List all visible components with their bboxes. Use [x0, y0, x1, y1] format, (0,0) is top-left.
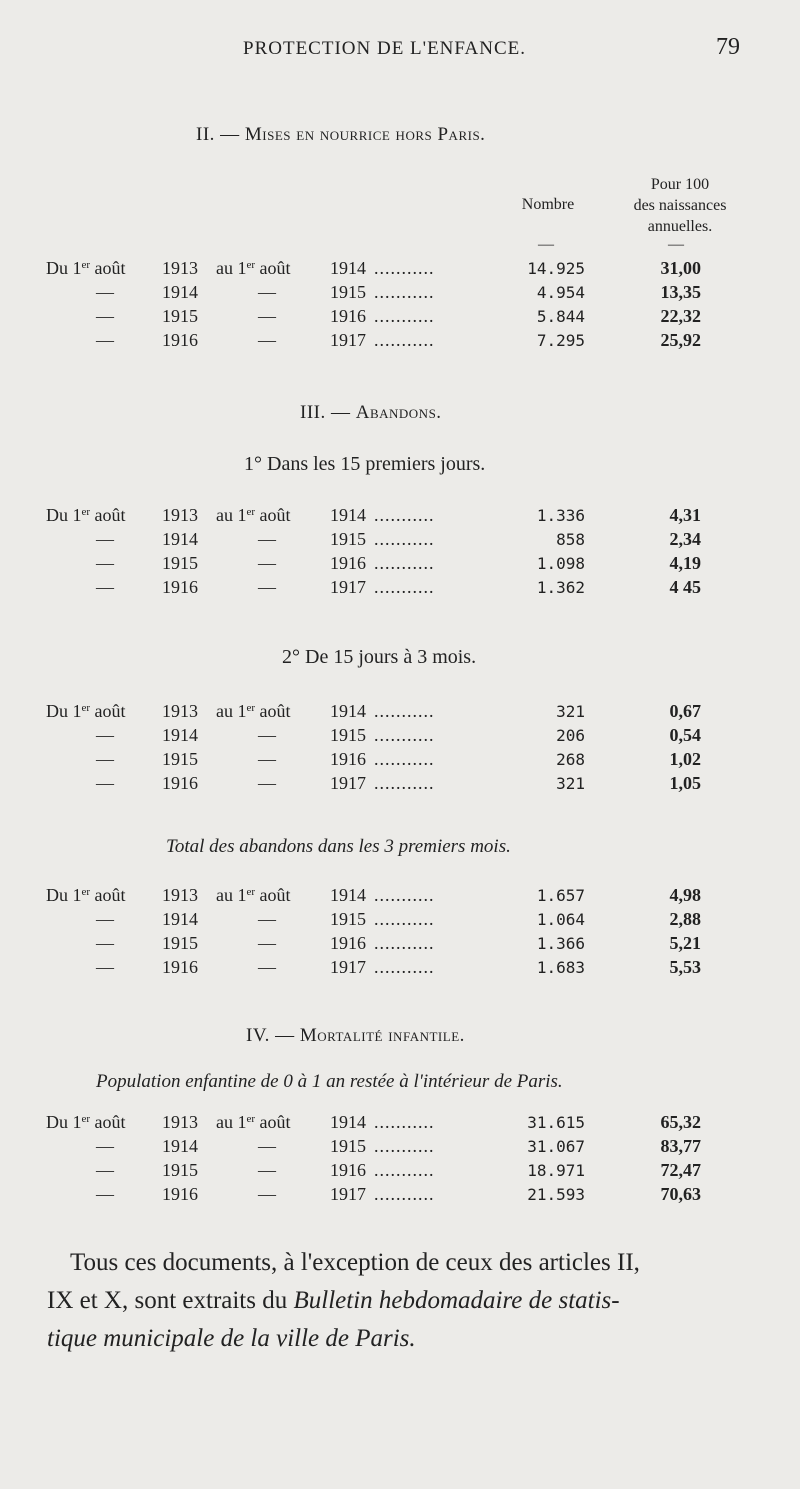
closing-line-3: tique municipale de la ville de Paris.: [47, 1325, 416, 1352]
row-dash: —: [96, 749, 114, 769]
row-year-start: 1916: [162, 330, 198, 350]
row-leader-dots: ...........: [374, 553, 435, 573]
row-year-end: 1915: [330, 282, 366, 302]
row-nombre: 21.593: [527, 1185, 585, 1204]
row-leader-dots: ...........: [374, 306, 435, 326]
row-nombre: 1.336: [536, 506, 585, 525]
row-year-end: 1914: [330, 258, 366, 278]
row-label-au: au 1er août: [216, 701, 291, 721]
row-nombre: 858: [556, 530, 585, 549]
closing-line-2: IX et X, sont extraits du Bulletin hebdomadaire de statis-: [47, 1287, 620, 1314]
column-header-nombre: Nombre: [521, 196, 575, 213]
row-pourcentage: 1,02: [669, 749, 701, 769]
row-pourcentage: 2,88: [669, 909, 701, 929]
row-leader-dots: ...........: [374, 909, 435, 929]
column-dash-pct: ―: [668, 236, 684, 253]
row-nombre: 14.925: [527, 259, 585, 278]
row-dash: —: [258, 1136, 276, 1156]
row-pourcentage: 0,54: [669, 725, 701, 745]
row-leader-dots: ...........: [374, 1184, 435, 1204]
row-dash: —: [96, 282, 114, 302]
table-row: [0, 701, 800, 725]
subsection-population-enfantine: Population enfantine de 0 à 1 an restée à l'intérieur de Paris.: [96, 1071, 563, 1092]
row-nombre: 268: [556, 750, 585, 769]
row-dash: —: [258, 773, 276, 793]
row-year-end: 1917: [330, 330, 366, 350]
row-leader-dots: ...........: [374, 505, 435, 525]
table-row: [0, 773, 800, 797]
row-year-start: 1913: [162, 701, 198, 721]
row-dash: —: [96, 1160, 114, 1180]
superscript-er: er: [246, 506, 256, 518]
row-dash: —: [258, 1160, 276, 1180]
table-row: [0, 330, 800, 354]
row-dash: —: [258, 282, 276, 302]
row-year-end: 1916: [330, 306, 366, 326]
superscript-er: er: [81, 1113, 91, 1125]
row-year-end: 1915: [330, 529, 366, 549]
table-row: [0, 306, 800, 330]
table-row: [0, 1184, 800, 1208]
row-year-end: 1916: [330, 553, 366, 573]
row-nombre: 1.657: [536, 886, 585, 905]
row-dash: —: [258, 529, 276, 549]
superscript-er: er: [81, 259, 91, 271]
row-year-end: 1914: [330, 701, 366, 721]
row-label-du: Du 1er août: [46, 701, 126, 721]
superscript-er: er: [81, 886, 91, 898]
row-pourcentage: 70,63: [660, 1184, 701, 1204]
row-label-du: Du 1er août: [46, 505, 126, 525]
row-label-du: Du 1er août: [46, 258, 126, 278]
row-dash: —: [96, 933, 114, 953]
row-dash: —: [96, 577, 114, 597]
superscript-er: er: [246, 702, 256, 714]
row-dash: —: [96, 957, 114, 977]
row-pourcentage: 0,67: [669, 701, 701, 721]
row-nombre: 1.064: [536, 910, 585, 929]
row-pourcentage: 4,19: [669, 553, 701, 573]
row-leader-dots: ...........: [374, 701, 435, 721]
table-row: [0, 505, 800, 529]
row-year-end: 1916: [330, 1160, 366, 1180]
table-row: [0, 1160, 800, 1184]
row-nombre: 321: [556, 702, 585, 721]
row-leader-dots: ...........: [374, 258, 435, 278]
table-row: [0, 258, 800, 282]
row-pourcentage: 5,53: [669, 957, 701, 977]
row-label-au: au 1er août: [216, 885, 291, 905]
row-year-start: 1914: [162, 725, 198, 745]
row-dash: —: [258, 577, 276, 597]
row-dash: —: [96, 529, 114, 549]
row-dash: —: [96, 553, 114, 573]
closing-line-1: Tous ces documents, à l'exception de ceux des articles II,: [70, 1249, 640, 1276]
row-pourcentage: 5,21: [669, 933, 701, 953]
row-dash: —: [258, 957, 276, 977]
row-dash: —: [96, 909, 114, 929]
section-ii-title: II. — Mises en nourrice hors Paris.: [196, 124, 486, 145]
row-year-start: 1915: [162, 1160, 198, 1180]
row-nombre: 7.295: [536, 331, 585, 350]
row-year-end: 1915: [330, 725, 366, 745]
row-dash: —: [96, 1136, 114, 1156]
row-nombre: 1.098: [536, 554, 585, 573]
row-year-start: 1914: [162, 282, 198, 302]
row-leader-dots: ...........: [374, 749, 435, 769]
row-dash: —: [258, 749, 276, 769]
row-dash: —: [258, 330, 276, 350]
row-dash: —: [258, 909, 276, 929]
row-leader-dots: ...........: [374, 725, 435, 745]
row-pourcentage: 31,00: [660, 258, 701, 278]
row-dash: —: [258, 725, 276, 745]
row-pourcentage: 22,32: [660, 306, 701, 326]
row-year-end: 1914: [330, 1112, 366, 1132]
row-leader-dots: ...........: [374, 1112, 435, 1132]
subsection-15-premiers-jours: 1° Dans les 15 premiers jours.: [244, 453, 486, 475]
row-year-end: 1915: [330, 1136, 366, 1156]
row-year-start: 1915: [162, 933, 198, 953]
row-nombre: 321: [556, 774, 585, 793]
row-label-du: Du 1er août: [46, 885, 126, 905]
row-leader-dots: ...........: [374, 957, 435, 977]
row-dash: —: [258, 933, 276, 953]
section-iii-title: III. — Abandons.: [300, 402, 442, 423]
row-dash: —: [258, 306, 276, 326]
row-year-start: 1914: [162, 909, 198, 929]
row-pourcentage: 4 45: [669, 577, 701, 597]
table-row: [0, 749, 800, 773]
row-pourcentage: 25,92: [660, 330, 701, 350]
row-label-au: au 1er août: [216, 505, 291, 525]
table-row: [0, 529, 800, 553]
row-year-start: 1916: [162, 957, 198, 977]
row-year-start: 1915: [162, 553, 198, 573]
row-year-end: 1914: [330, 885, 366, 905]
row-pourcentage: 72,47: [660, 1160, 701, 1180]
column-header-pourcentage: Pour 100 des naissances annuelles.: [633, 176, 727, 235]
row-label-au: au 1er août: [216, 1112, 291, 1132]
row-pourcentage: 4,98: [669, 885, 701, 905]
row-year-end: 1916: [330, 749, 366, 769]
row-pourcentage: 4,31: [669, 505, 701, 525]
row-nombre: 1.366: [536, 934, 585, 953]
row-nombre: 31.067: [527, 1137, 585, 1156]
table-row: [0, 1136, 800, 1160]
row-year-end: 1915: [330, 909, 366, 929]
row-year-end: 1917: [330, 773, 366, 793]
row-nombre: 1.362: [536, 578, 585, 597]
subsection-total-abandons: Total des abandons dans les 3 premiers mois.: [166, 836, 511, 857]
row-year-start: 1916: [162, 773, 198, 793]
row-dash: —: [258, 1184, 276, 1204]
table-row: [0, 282, 800, 306]
row-year-start: 1915: [162, 306, 198, 326]
row-year-end: 1916: [330, 933, 366, 953]
row-leader-dots: ...........: [374, 933, 435, 953]
row-leader-dots: ...........: [374, 330, 435, 350]
superscript-er: er: [246, 886, 256, 898]
row-year-start: 1916: [162, 1184, 198, 1204]
subsection-15-jours-3-mois: 2° De 15 jours à 3 mois.: [282, 646, 477, 668]
row-nombre: 1.683: [536, 958, 585, 977]
row-leader-dots: ...........: [374, 529, 435, 549]
column-dash-nombre: —: [538, 236, 554, 253]
row-nombre: 4.954: [536, 283, 585, 302]
superscript-er: er: [246, 259, 256, 271]
row-leader-dots: ...........: [374, 1160, 435, 1180]
row-label-au: au 1er août: [216, 258, 291, 278]
row-dash: —: [96, 330, 114, 350]
row-nombre: 18.971: [527, 1161, 585, 1180]
row-leader-dots: ...........: [374, 773, 435, 793]
row-year-start: 1913: [162, 885, 198, 905]
row-dash: —: [96, 306, 114, 326]
row-nombre: 31.615: [527, 1113, 585, 1132]
row-dash: —: [96, 725, 114, 745]
row-year-start: 1916: [162, 577, 198, 597]
row-nombre: 206: [556, 726, 585, 745]
row-year-start: 1914: [162, 1136, 198, 1156]
row-dash: —: [96, 773, 114, 793]
table-row: [0, 909, 800, 933]
row-leader-dots: ...........: [374, 885, 435, 905]
row-year-start: 1913: [162, 505, 198, 525]
row-dash: —: [96, 1184, 114, 1204]
row-year-start: 1915: [162, 749, 198, 769]
section-iv-title: IV. — Mortalité infantile.: [246, 1025, 465, 1046]
superscript-er: er: [81, 506, 91, 518]
row-label-du: Du 1er août: [46, 1112, 126, 1132]
row-year-start: 1913: [162, 1112, 198, 1132]
row-pourcentage: 13,35: [660, 282, 701, 302]
row-year-end: 1914: [330, 505, 366, 525]
row-year-start: 1913: [162, 258, 198, 278]
table-row: [0, 933, 800, 957]
row-dash: —: [258, 553, 276, 573]
row-pourcentage: 1,05: [669, 773, 701, 793]
superscript-er: er: [81, 702, 91, 714]
running-head: [0, 34, 800, 68]
row-year-end: 1917: [330, 1184, 366, 1204]
page-number: 79: [716, 34, 740, 60]
row-pourcentage: 2,34: [669, 529, 701, 549]
running-title: PROTECTION DE L'ENFANCE.: [243, 38, 527, 59]
row-year-end: 1917: [330, 577, 366, 597]
table-row: [0, 885, 800, 909]
row-leader-dots: ...........: [374, 282, 435, 302]
closing-paragraph: [47, 1244, 760, 1358]
row-leader-dots: ...........: [374, 1136, 435, 1156]
table-row: [0, 577, 800, 601]
row-pourcentage: 83,77: [660, 1136, 701, 1156]
table-row: [0, 957, 800, 981]
table-row: [0, 1112, 800, 1136]
superscript-er: er: [246, 1113, 256, 1125]
row-leader-dots: ...........: [374, 577, 435, 597]
row-pourcentage: 65,32: [660, 1112, 701, 1132]
table-row: [0, 725, 800, 749]
table-row: [0, 553, 800, 577]
row-year-end: 1917: [330, 957, 366, 977]
row-nombre: 5.844: [536, 307, 585, 326]
row-year-start: 1914: [162, 529, 198, 549]
